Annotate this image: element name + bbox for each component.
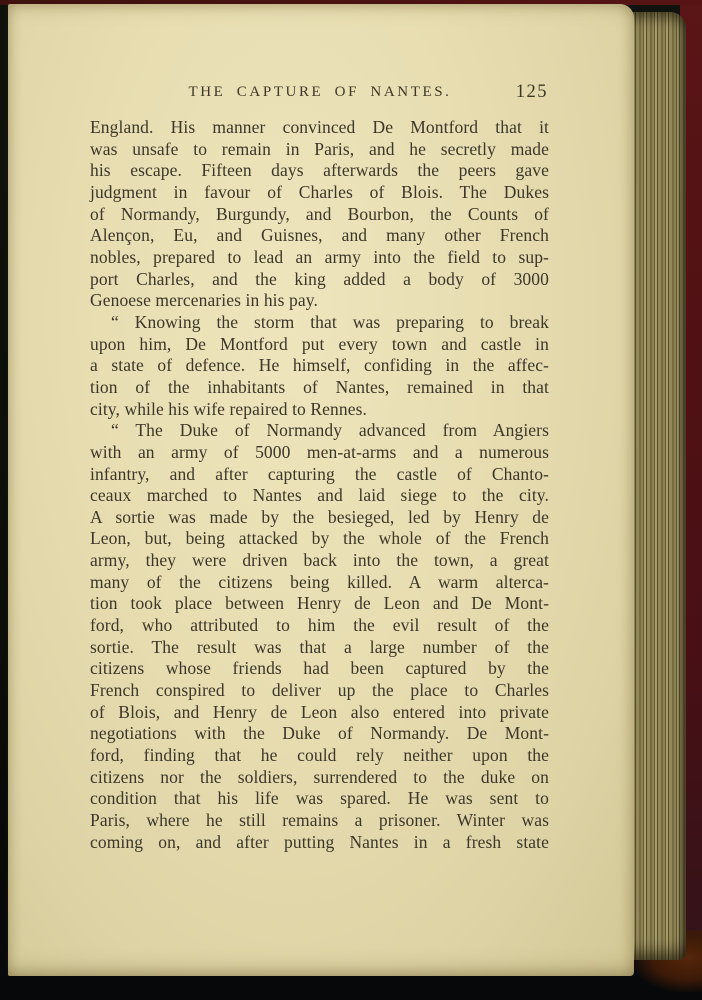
book-page xyxy=(8,4,634,976)
text-line: England. His manner convinced De Montford that it xyxy=(90,117,549,137)
text-line: judgment in favour of Charles of Blois. The Dukes xyxy=(90,181,549,202)
text-line: Alençon, Eu, and Guisnes, and many other French xyxy=(90,225,549,246)
text-line: tion took place between Henry de Leon and De Mont- xyxy=(90,593,549,614)
text-line: coming on, and after putting Nantes in a fresh state xyxy=(90,831,549,852)
page-header xyxy=(90,84,550,106)
text-line: sortie. The result was that a large number of the xyxy=(90,636,549,657)
text-line: Leon, but, being attacked by the whole of the French xyxy=(90,528,549,549)
text-line: city, while his wife repaired to Rennes. xyxy=(90,398,367,419)
text-line: citizens nor the soldiers, surrendered to the duke on xyxy=(90,766,549,787)
text-line: ford, who attributed to him the evil result of the xyxy=(90,615,549,636)
text-line: with an army of 5000 men-at-arms and a numerous xyxy=(90,441,549,462)
text-line: army, they were driven back into the town, a great xyxy=(90,550,549,571)
text-line: condition that his life was spared. He was sent to xyxy=(90,788,549,809)
text-line: was unsafe to remain in Paris, and he secretly made xyxy=(90,138,549,159)
text-line: of Normandy, Burgundy, and Bourbon, the Counts of xyxy=(90,203,549,224)
text-line: infantry, and after capturing the castle of Chanto- xyxy=(90,463,549,484)
text-line: tion of the inhabitants of Nantes, remained in that xyxy=(90,376,549,397)
running-title: THE CAPTURE OF NANTES. xyxy=(188,84,452,100)
body-text xyxy=(90,117,549,853)
text-line: “ The Duke of Normandy advanced from Angiers xyxy=(111,420,549,441)
text-line: citizens whose friends had been captured by the xyxy=(90,658,549,679)
text-line: a state of defence. He himself, confiding in the affec- xyxy=(90,355,549,376)
text-line: negotiations with the Duke of Normandy. De Mont- xyxy=(90,723,549,744)
text-line: many of the citizens being killed. A warm alterca- xyxy=(90,571,549,592)
text-line: of Blois, and Henry de Leon also entered into private xyxy=(90,701,549,722)
book-fore-edge-pages xyxy=(630,12,686,960)
text-line: upon him, De Montford put every town and castle in xyxy=(90,333,549,354)
page-number: 125 xyxy=(515,82,548,102)
text-line: nobles, prepared to lead an army into the field to sup- xyxy=(90,246,549,267)
text-line: Paris, where he still remains a prisoner. Winter was xyxy=(90,810,549,830)
text-line: his escape. Fifteen days afterwards the peers gave xyxy=(90,160,549,181)
text-line: port Charles, and the king added a body of 3000 xyxy=(90,268,549,289)
text-line: A sortie was made by the besieged, led by Henry de xyxy=(90,506,549,527)
text-line: ford, finding that he could rely neither upon the xyxy=(90,745,549,766)
text-line: “ Knowing the storm that was preparing to break xyxy=(111,311,549,332)
text-line: Genoese mercenaries in his pay. xyxy=(90,290,318,311)
text-line: French conspired to deliver up the place to Charles xyxy=(90,680,549,701)
text-line: ceaux marched to Nantes and laid siege to the city. xyxy=(90,485,549,506)
